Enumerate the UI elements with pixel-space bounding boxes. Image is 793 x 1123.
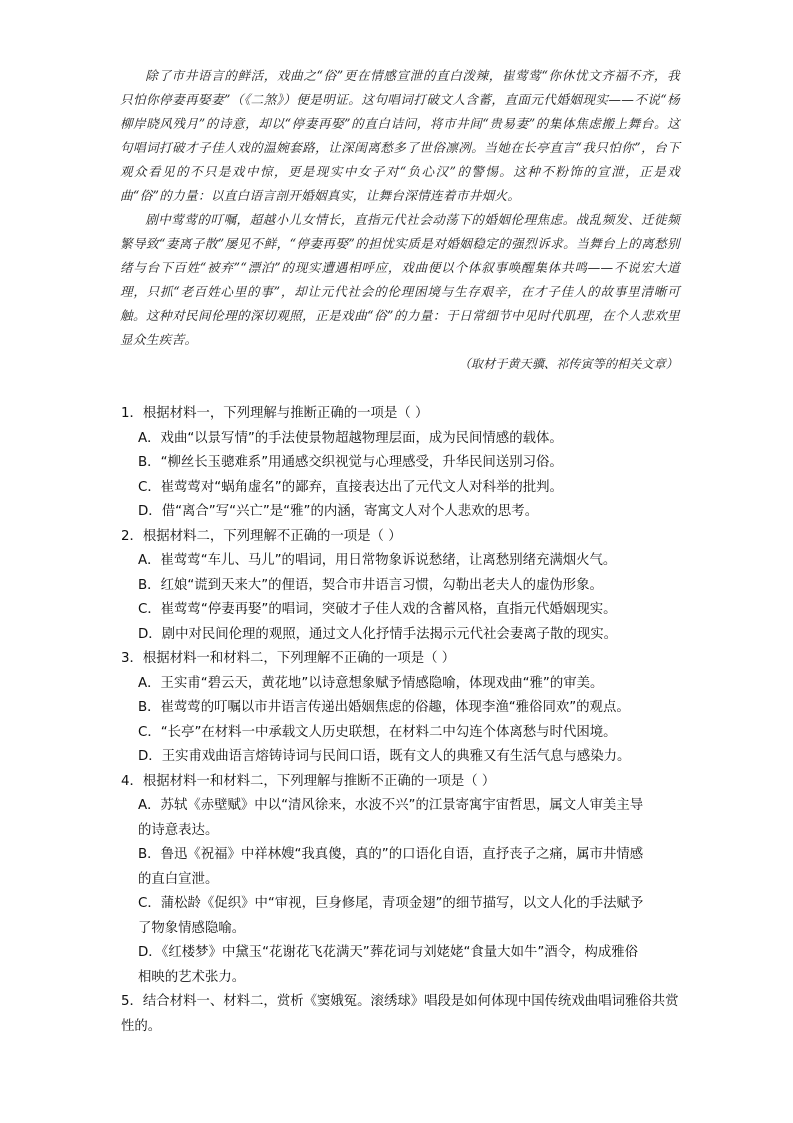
- passage-source-note: （取材于黄天骥、祁传寅等的相关文章）: [458, 357, 678, 371]
- question-stem: 4．根据材料一和材料二，下列理解与推断不正确的一项是（ ）: [121, 773, 496, 789]
- reading-passage: [120, 64, 680, 376]
- option-a: A．戏曲“以景写情”的手法使景物超越物理层面，成为民间情感的载体。: [138, 430, 563, 446]
- question-stem: 3．根据材料一和材料二，下列理解不正确的一项是（ ）: [121, 651, 456, 666]
- option-text-continued: 的直白宣泄。: [138, 871, 219, 887]
- option-d: D．王实甫戏曲语言熔铸诗词与民间口语，既有文人的典雅又有生活气息与感染力。: [138, 749, 631, 764]
- option-c: [121, 892, 681, 941]
- option-a: [121, 794, 681, 843]
- passage-paragraph-1: 除了市井语言的鲜活，戏曲之“俗”更在情感宣泄的直白泼辣，崔莺莺“你休忧文齐福不齐，我只怕你停妻再娶妻”（《二煞》）便是明证。这句唱词打破文人含蓄，直面元代婚姻现实——不说“杨柳岸晓风残月”的诗意，却以“停妻再娶”的直白诘问，将市井间“贵易妻”的集体焦虑搬上舞台。这句唱词打破才子佳人戏的温婉套路，让深闺离愁多了世俗凛冽。当她在长亭直言“我只怕你”，台下观众看见的不只是戏中惊，更是现实中女子对“负心汉”的警惕。这种不粉饰的宣泄，正是戏曲“俗”的力量：以直白语言剖开婚姻真实，让舞台深情连着市井烟火。: [120, 68, 680, 203]
- question-stem: 1．根据材料一，下列理解与推断正确的一项是（ ）: [121, 406, 429, 421]
- option-a: A．王实甫“碧云天，黄花地”以诗意想象赋予情感隐喻，体现戏曲“雅”的审美。: [138, 675, 604, 691]
- question-stem: 5．结合材料一、材料二，赏析《窦娥冤。滚绣球》唱段是如何体现中国传统戏曲唱词雅俗共赏性的。: [121, 994, 679, 1034]
- option-text: A．苏轼《赤壁赋》中以“清风徐来，水波不兴”的江景寄寓宇宙哲思，属文人审美主导: [138, 798, 644, 813]
- option-c: C．崔莺莺“停妻再娶”的唱词，突破才子佳人戏的含蓄风格，直指元代婚姻现实。: [138, 602, 617, 617]
- option-a: A．崔莺莺“车儿、马儿”的唱词，用日常物象诉说愁绪，让离愁别绪充满烟火气。: [138, 553, 617, 568]
- option-c: C．“长亭”在材料一中承载文人历史联想，在材料二中勾连个体离愁与时代困境。: [138, 724, 617, 740]
- option-d: D．剧中对民间伦理的观照，通过文人化抒情手法揭示元代社会妻离子散的现实。: [138, 626, 617, 642]
- question-5: [121, 990, 681, 1039]
- passage-paragraph-2: 剧中莺莺的叮嘱，超越小儿女情长，直指元代社会动荡下的婚姻伦理焦虑。战乱频发、迁徙频繁导致“妻离子散”屡见不鲜，“停妻再娶”的担忧实质是对婚姻稳定的强烈诉求。当舞台上的离愁别绪与台下百姓“被弃”“漂泊”的现实遭遇相呼应，戏曲便以个体叙事唤醒集体共鸣——不说宏大道理，只抓“老百姓心里的事”，却让元代社会的伦理困境与生存艰辛，在才子佳人的故事里清晰可触。这种对民间伦理的深切观照，正是戏曲“俗”的力量：于日常细节中见时代肌理，在个人悲欢里显众生疾苦。: [120, 212, 680, 347]
- option-b: B．红娘“谎到天来大”的俚语，契合市井语言习惯，勾勒出老夫人的虚伪形象。: [138, 577, 603, 593]
- option-b: B．崔莺莺的叮嘱以市井语言传递出婚姻焦虑的俗趣，体现李渔“雅俗同欢”的观点。: [138, 700, 630, 715]
- question-4: [121, 770, 681, 991]
- question-3: [121, 647, 681, 770]
- option-text: B．鲁迅《祝福》中祥林嫂“我真傻，真的”的口语化自语，直抒丧子之痛，属市井情感: [138, 847, 644, 862]
- question-list: [121, 402, 681, 1039]
- question-1: [121, 402, 681, 525]
- option-d: [121, 941, 681, 990]
- question-stem: 2．根据材料二，下列理解不正确的一项是（ ）: [121, 528, 402, 544]
- option-text: C．蒲松龄《促织》中“审视，巨身修尾，青项金翅”的细节描写，以文人化的手法赋予: [138, 896, 644, 911]
- question-2: [121, 525, 681, 648]
- option-text-continued: 的诗意表达。: [138, 822, 219, 838]
- option-b: [121, 843, 681, 892]
- option-text: D．《红楼梦》中黛玉“花谢花飞花满天”葬花词与刘姥姥“食量大如牛”酒令，构成雅俗: [138, 945, 639, 960]
- option-d: D．借“离合”写“兴亡”是“雅”的内涵，寄寓文人对个人悲欢的思考。: [138, 504, 539, 519]
- option-text-continued: 了物象情感隐喻。: [138, 920, 246, 936]
- option-b: B．“柳丝长玉骢难系”用通感交织视觉与心理感受，升华民间送别习俗。: [138, 455, 563, 470]
- option-c: C．崔莺莺对“蜗角虚名”的鄙弃，直接表达出了元代文人对科举的批判。: [138, 479, 563, 495]
- option-text-continued: 相映的艺术张力。: [138, 969, 246, 985]
